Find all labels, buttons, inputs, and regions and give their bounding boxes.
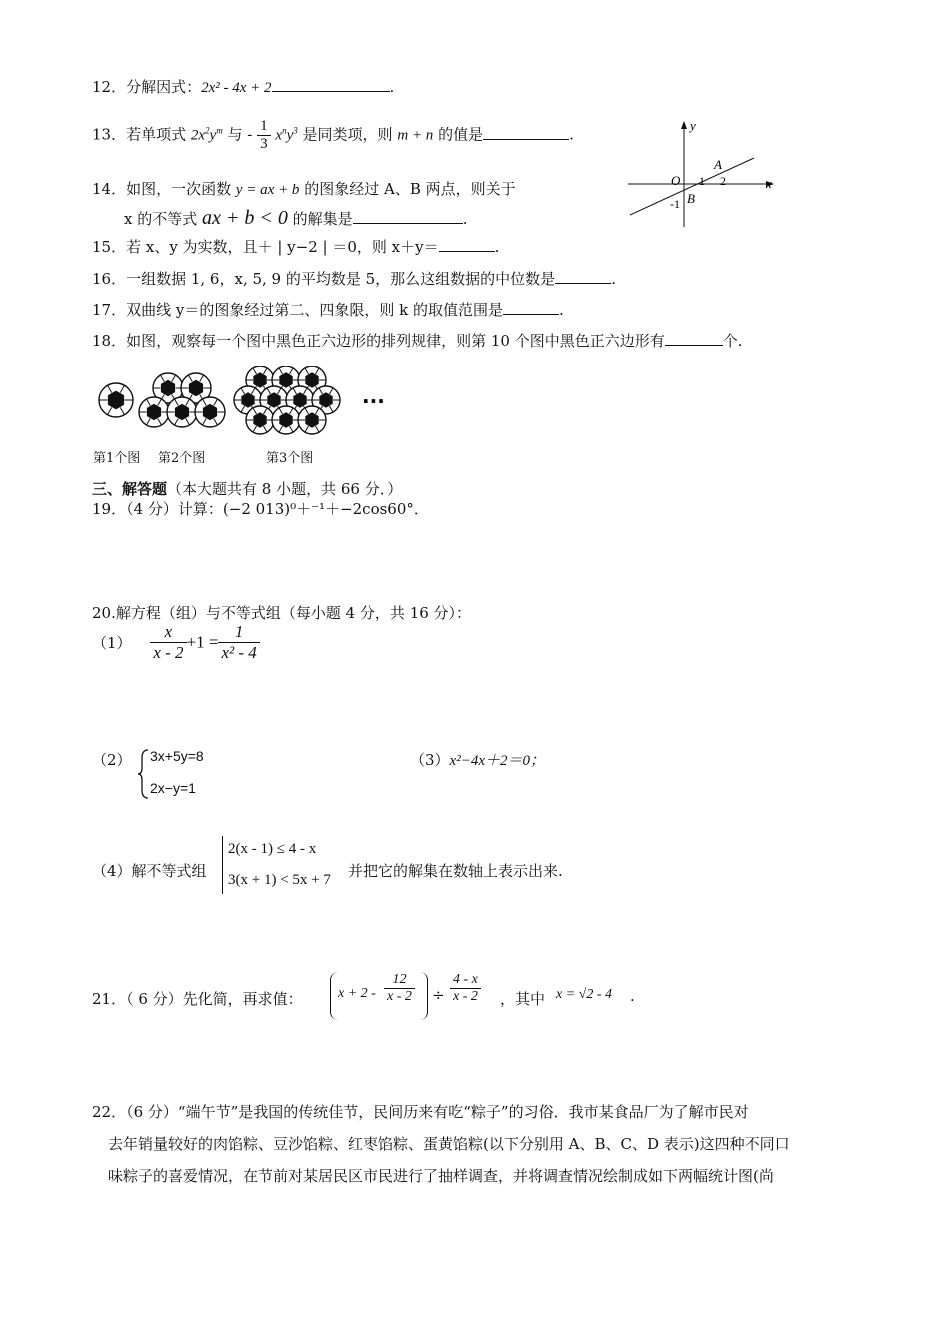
inequality-2: 3(x + 1) < 5x + 7 bbox=[228, 872, 331, 888]
answer-blank bbox=[272, 77, 390, 92]
fraction: $\frac{4 - x}{x - 2}$ bbox=[450, 972, 481, 1005]
question-15: 15．若 x、y 为实数，且＋ | y−2 | ＝0，则 x＋y＝ . bbox=[92, 238, 500, 256]
question-20-part-4-label: （4）解不等式组 bbox=[92, 862, 207, 880]
question-20-part-3: （3）x²−4x＋2＝0； bbox=[410, 751, 545, 769]
origin-label: O bbox=[671, 173, 681, 188]
question-14-line2: x 的不等式 ax + b < 0 的解集是 . bbox=[124, 207, 468, 229]
answer-blank bbox=[439, 237, 495, 252]
question-16: 16．一组数据 1, 6，x, 5, 9 的平均数是 5，那么这组数据的中位数是 . bbox=[92, 270, 616, 288]
system-bracket bbox=[222, 836, 225, 894]
tick-1: 1 bbox=[699, 174, 705, 188]
question-20-part-4-tail: 并把它的解集在数轴上表示出来. bbox=[348, 862, 563, 880]
answer-blank bbox=[483, 125, 569, 140]
answer-blank bbox=[353, 209, 463, 224]
figure-2-caption: 第2个图 bbox=[158, 451, 206, 466]
figure-1-caption: 第1个图 bbox=[93, 451, 141, 466]
question-12: 12．分解因式：2x² - 4x + 2 . bbox=[92, 78, 395, 96]
fraction: $\frac{1}{3}$ bbox=[257, 118, 271, 153]
equation-2: 2x−y=1 bbox=[150, 780, 196, 796]
function-line bbox=[630, 158, 754, 215]
question-20-part-2-label: （2） bbox=[92, 751, 132, 769]
y-label: y bbox=[690, 118, 696, 133]
hexagon-figures-group bbox=[99, 366, 340, 434]
inequality-1: 2(x - 1) ≤ 4 - x bbox=[228, 841, 317, 857]
point-a-label: A bbox=[714, 157, 722, 172]
tick-2: 2 bbox=[720, 174, 726, 188]
left-brace bbox=[138, 748, 150, 800]
answer-blank bbox=[665, 331, 723, 346]
answer-blank bbox=[503, 300, 559, 315]
y-axis-arrow bbox=[681, 121, 687, 129]
question-22-line-1: 22．（6 分）“端午节”是我国的传统佳节，民间历来有吃“粽子”的习俗．我市某食品厂为了解市民对 bbox=[92, 1103, 749, 1121]
question-22-line-2: 去年销量较好的肉馅粽、豆沙馅粽、红枣馅粽、蛋黄馅粽(以下分别用 A、B、C、D 表示)这四种不同口 bbox=[108, 1135, 790, 1153]
section-3-heading: 三、解答题（本大题共有 8 小题，共 66 分．） bbox=[92, 480, 403, 498]
tick-minus-1: -1 bbox=[670, 197, 680, 211]
point-b-label: B bbox=[687, 191, 695, 206]
equation-1: 3x+5y=8 bbox=[150, 748, 204, 764]
answer-blank bbox=[555, 269, 611, 284]
fraction: $\frac{12}{x - 2}$ bbox=[384, 972, 415, 1005]
hexagon-pattern-figures bbox=[96, 366, 396, 446]
question-14-line1: 14．如图，一次函数 y = ax + b 的图象经过 A、B 两点，则关于 bbox=[92, 180, 516, 198]
question-18: 18．如图，观察每一个图中黑色正六边形的排列规律，则第 10 个图中黑色正六边形有 个. bbox=[92, 332, 743, 350]
question-20: 20.解方程（组）与不等式组（每小题 4 分，共 16 分）： bbox=[92, 604, 472, 622]
fraction: $\frac{1}{\text{x² - 4}}$ bbox=[218, 622, 259, 663]
question-17: 17．双曲线 y＝的图象经过第二、四象限，则 k 的取值范围是 . bbox=[92, 301, 564, 319]
question-19: 19．（4 分）计算：(−2 013)⁰＋⁻¹＋−2cos60°． bbox=[92, 500, 429, 518]
question-13: 13．若单项式 $2x^2y^m$ 与 - $\frac{1}{3}$ $x^ny^3$ 是同类项，则 m + n 的值是 . bbox=[92, 118, 574, 152]
question-20-part-1: （1） $\frac{x}{x - 2}$ +1 = $\frac{1}{\text{x² - 4}}$ bbox=[92, 622, 260, 663]
continuation-dots: ··· bbox=[362, 389, 385, 413]
figure-3-caption: 第3个图 bbox=[266, 451, 314, 466]
x-label: x bbox=[766, 176, 772, 191]
linear-function-graph bbox=[628, 115, 778, 235]
fraction: $\frac{x}{x - 2}$ bbox=[150, 622, 186, 663]
question-22-line-3: 味粽子的喜爱情况，在节前对某居民区市民进行了抽样调查，并将调查情况绘制成如下两幅统计图(尚 bbox=[108, 1167, 774, 1185]
expression: 2x² - 4x + 2 bbox=[201, 80, 272, 96]
